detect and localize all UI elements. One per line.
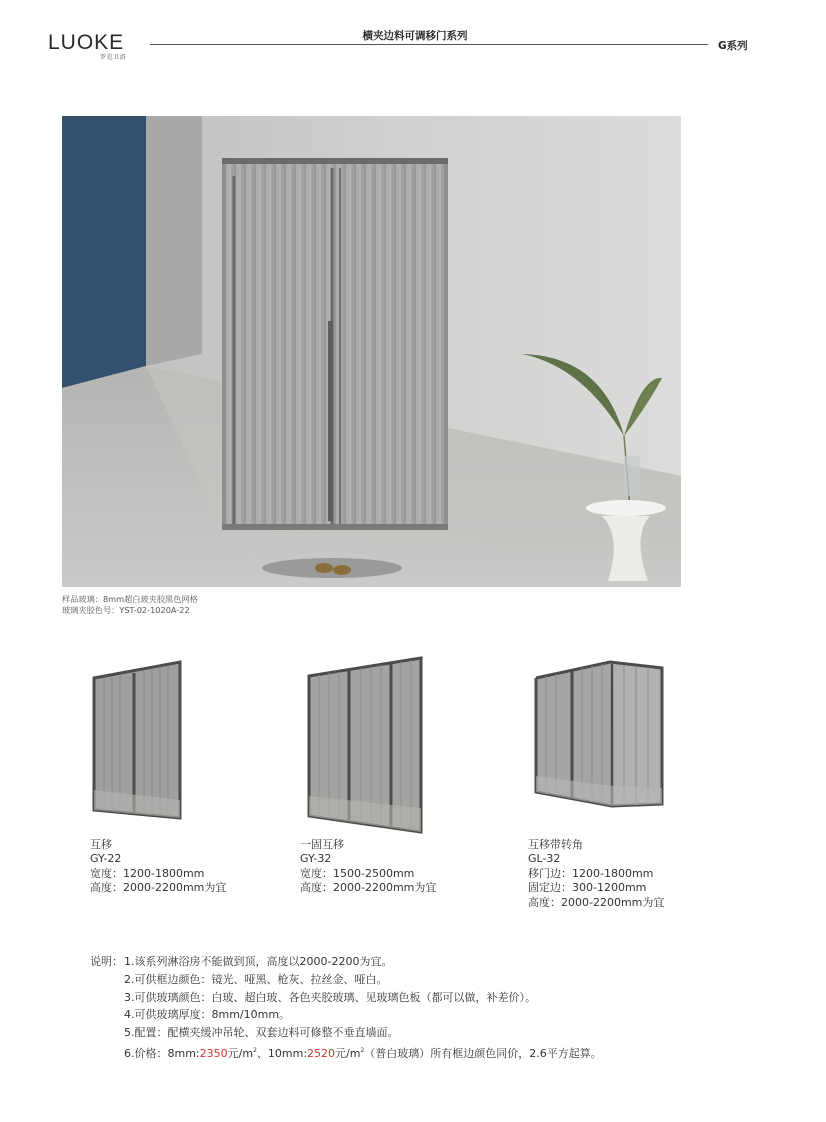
price-10mm: 2520 [307, 1046, 336, 1060]
unit-superscript: 2 [253, 1046, 257, 1054]
header-divider [150, 44, 708, 45]
brand-logo [48, 31, 127, 61]
product-name: 互移 [90, 838, 112, 851]
product-info-gy22 [90, 838, 226, 896]
note-item: 2.可供框边颜色：镜光、哑黑、枪灰、拉丝金、哑白。 [124, 972, 388, 986]
price-8mm: 2350 [199, 1046, 228, 1060]
note-item: 1.该系列淋浴房不能做到顶，高度以2000-2200为宜。 [124, 955, 393, 968]
price-mid: 、10mm: [256, 1046, 308, 1060]
product-spec: 宽度：1500-2500mm [300, 866, 415, 880]
note-item: 3.可供玻璃颜色：白玻、超白玻、各色夹胶玻璃、见玻璃色板（都可以做，补差价）。 [124, 990, 536, 1004]
caption-line-2: 玻璃夹胶色号：YST-02-1020A-22 [62, 605, 190, 615]
notes-section [90, 953, 602, 1063]
product-spec: 宽度：1200-1800mm [90, 866, 205, 880]
product-image-gl32 [532, 658, 666, 808]
product-code: GY-32 [300, 852, 332, 866]
product-name: 一固互移 [300, 838, 344, 851]
product-image-gy32 [305, 656, 427, 836]
product-info-gy32 [300, 838, 436, 896]
price-suffix: （普白玻璃）所有框边颜色同价，2.6平方起算。 [364, 1046, 602, 1060]
page-title: 横夹边料可调移门系列 [362, 30, 468, 42]
price-prefix: 6.价格：8mm: [124, 1046, 200, 1060]
product-spec: 高度：2000-2200mm为宜 [528, 895, 665, 909]
hero-photo [62, 116, 681, 587]
brand-name: LUOKE [48, 31, 125, 54]
product-name: 互移带转角 [528, 838, 583, 851]
note-item: 4.可供玻璃厚度：8mm/10mm。 [124, 1008, 291, 1022]
product-spec: 移门边：1200-1800mm [528, 866, 654, 880]
brand-subtitle: 罗克卫浴 [100, 54, 127, 61]
product-spec: 高度：2000-2200mm为宜 [300, 881, 437, 895]
product-info-gl32 [528, 838, 664, 910]
product-code: GL-32 [528, 852, 561, 866]
series-code: G系列 [718, 40, 748, 52]
product-spec: 固定边：300-1200mm [528, 881, 647, 895]
price-note [90, 1042, 602, 1063]
price-unit: 元/m [227, 1046, 254, 1060]
caption-line-1: 样品玻璃：8mm超白玻夹胶黑色网格 [62, 594, 198, 604]
notes-label: 说明： [90, 955, 123, 968]
price-unit: 元/m [335, 1046, 361, 1060]
product-code: GY-22 [90, 852, 122, 866]
unit-superscript: 2 [360, 1046, 365, 1054]
product-spec: 高度：2000-2200mm为宜 [90, 881, 227, 895]
product-image-gy22 [90, 660, 186, 822]
hero-caption [62, 594, 198, 616]
note-item: 5.配置：配横夹缓冲吊轮、双套边料可修整不垂直墙面。 [124, 1026, 399, 1040]
